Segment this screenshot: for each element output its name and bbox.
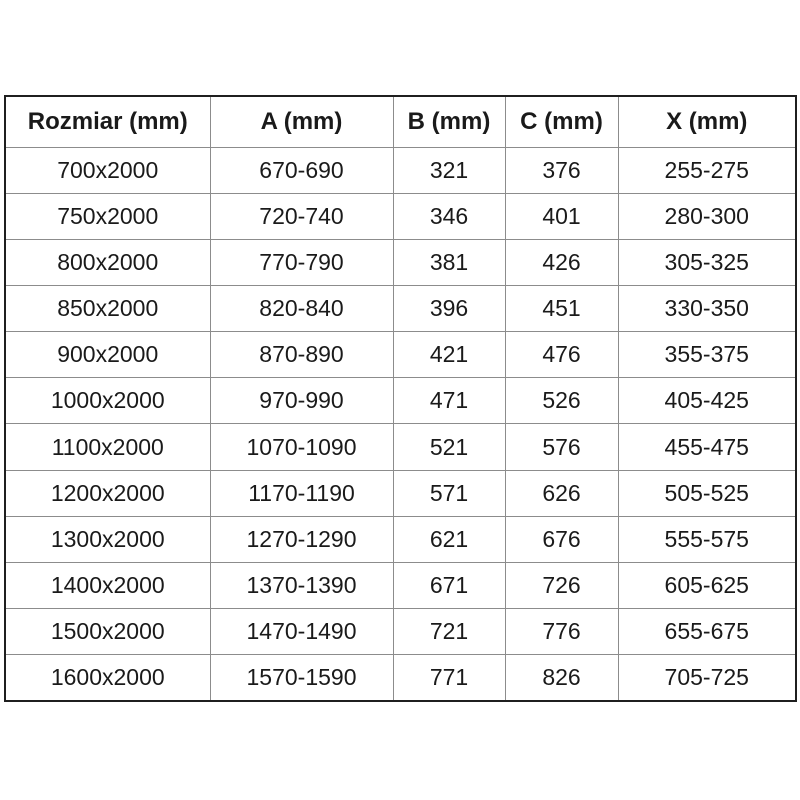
cell-c: 426 — [505, 239, 618, 285]
table-row — [5, 655, 796, 701]
cell-a: 1470-1490 — [210, 609, 393, 655]
dimensions-table — [4, 95, 797, 702]
cell-a: 870-890 — [210, 332, 393, 378]
cell-size: 850x2000 — [5, 285, 210, 331]
cell-a: 770-790 — [210, 239, 393, 285]
cell-c: 451 — [505, 285, 618, 331]
cell-c: 776 — [505, 609, 618, 655]
column-header-c: C (mm) — [505, 96, 618, 147]
table-row — [5, 378, 796, 424]
cell-x: 455-475 — [618, 424, 796, 470]
cell-b: 396 — [393, 285, 505, 331]
cell-x: 305-325 — [618, 239, 796, 285]
table-row — [5, 562, 796, 608]
table-row — [5, 609, 796, 655]
cell-c: 726 — [505, 562, 618, 608]
cell-a: 1370-1390 — [210, 562, 393, 608]
cell-size: 1500x2000 — [5, 609, 210, 655]
cell-c: 676 — [505, 516, 618, 562]
cell-x: 655-675 — [618, 609, 796, 655]
cell-b: 521 — [393, 424, 505, 470]
cell-a: 1570-1590 — [210, 655, 393, 701]
cell-x: 705-725 — [618, 655, 796, 701]
table-row — [5, 147, 796, 193]
cell-size: 1600x2000 — [5, 655, 210, 701]
cell-b: 321 — [393, 147, 505, 193]
cell-b: 621 — [393, 516, 505, 562]
cell-x: 405-425 — [618, 378, 796, 424]
table-row — [5, 193, 796, 239]
cell-a: 1270-1290 — [210, 516, 393, 562]
cell-x: 505-525 — [618, 470, 796, 516]
cell-x: 355-375 — [618, 332, 796, 378]
cell-b: 421 — [393, 332, 505, 378]
cell-a: 970-990 — [210, 378, 393, 424]
cell-x: 330-350 — [618, 285, 796, 331]
cell-a: 1170-1190 — [210, 470, 393, 516]
cell-x: 255-275 — [618, 147, 796, 193]
cell-b: 571 — [393, 470, 505, 516]
cell-c: 626 — [505, 470, 618, 516]
cell-size: 1100x2000 — [5, 424, 210, 470]
cell-b: 381 — [393, 239, 505, 285]
cell-a: 670-690 — [210, 147, 393, 193]
cell-size: 1300x2000 — [5, 516, 210, 562]
cell-a: 1070-1090 — [210, 424, 393, 470]
cell-c: 576 — [505, 424, 618, 470]
column-header-x: X (mm) — [618, 96, 796, 147]
cell-c: 526 — [505, 378, 618, 424]
cell-size: 700x2000 — [5, 147, 210, 193]
cell-size: 1400x2000 — [5, 562, 210, 608]
cell-x: 605-625 — [618, 562, 796, 608]
cell-x: 280-300 — [618, 193, 796, 239]
column-header-a: A (mm) — [210, 96, 393, 147]
table-row — [5, 516, 796, 562]
cell-b: 721 — [393, 609, 505, 655]
table-row — [5, 424, 796, 470]
cell-c: 376 — [505, 147, 618, 193]
table-container — [4, 95, 797, 702]
table-row — [5, 332, 796, 378]
column-header-rozmiar: Rozmiar (mm) — [5, 96, 210, 147]
cell-size: 1000x2000 — [5, 378, 210, 424]
column-header-b: B (mm) — [393, 96, 505, 147]
cell-size: 750x2000 — [5, 193, 210, 239]
cell-b: 471 — [393, 378, 505, 424]
cell-c: 476 — [505, 332, 618, 378]
cell-x: 555-575 — [618, 516, 796, 562]
table-row — [5, 239, 796, 285]
cell-a: 720-740 — [210, 193, 393, 239]
cell-c: 401 — [505, 193, 618, 239]
cell-size: 800x2000 — [5, 239, 210, 285]
cell-b: 771 — [393, 655, 505, 701]
table-row — [5, 470, 796, 516]
cell-b: 671 — [393, 562, 505, 608]
cell-a: 820-840 — [210, 285, 393, 331]
table-header-row — [5, 96, 796, 147]
cell-b: 346 — [393, 193, 505, 239]
table-row — [5, 285, 796, 331]
cell-c: 826 — [505, 655, 618, 701]
cell-size: 1200x2000 — [5, 470, 210, 516]
cell-size: 900x2000 — [5, 332, 210, 378]
